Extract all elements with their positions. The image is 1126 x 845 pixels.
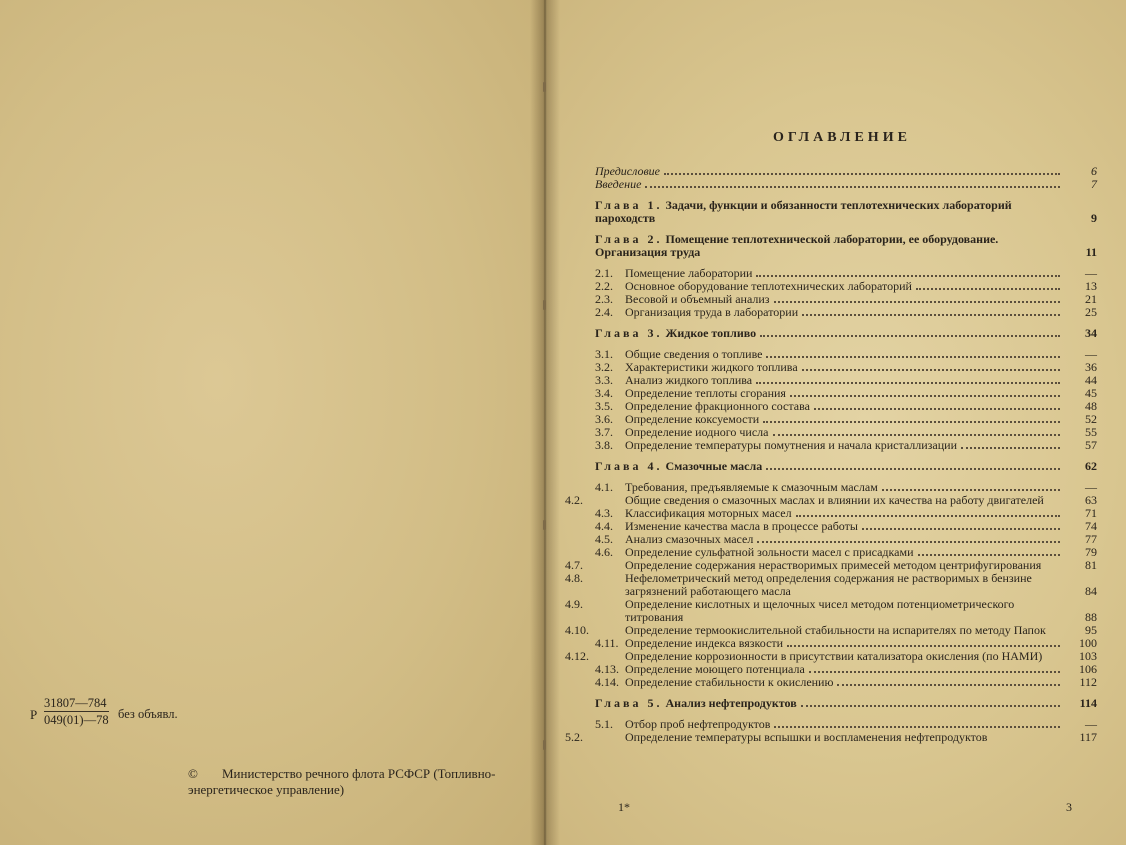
toc-section-number: 4.4. xyxy=(595,519,613,533)
toc-chapter-label: Глава 1. xyxy=(595,198,663,212)
toc-section-number: 3.5. xyxy=(595,399,613,413)
right-page xyxy=(545,0,1126,845)
toc-section-text xyxy=(565,597,1063,624)
toc-section-number: 3.4. xyxy=(595,386,613,400)
toc-section-title: Определение коксуемости xyxy=(625,412,760,426)
leader-dots xyxy=(916,287,1060,290)
leader-dots xyxy=(664,172,1060,175)
toc-page-number: 44 xyxy=(1085,373,1097,387)
toc-section-number: 5.1. xyxy=(595,717,613,731)
toc-chapter-label: Глава 3. xyxy=(595,326,663,340)
toc-chapter-label: Глава 2. xyxy=(595,232,663,246)
copyright-icon: © xyxy=(188,766,198,781)
leader-dots xyxy=(774,725,1060,728)
toc-section-text xyxy=(565,571,1063,598)
toc-section-title: Определение фракционного состава xyxy=(625,399,810,413)
toc-page-number: 48 xyxy=(1085,399,1097,413)
leader-dots xyxy=(790,394,1060,397)
toc-page-number: 6 xyxy=(1091,164,1097,178)
toc-section-number: 5.2. xyxy=(565,730,583,744)
toc-section-text xyxy=(595,439,957,452)
toc-section-title: Определение стабильности к окислению xyxy=(625,675,834,689)
leader-dots xyxy=(961,446,1060,449)
leader-dots xyxy=(756,381,1060,384)
toc-section-text xyxy=(565,730,1063,744)
toc-chapter-row xyxy=(595,697,1097,710)
toc-section-number: 4.1. xyxy=(595,480,613,494)
toc-chapter-title: Анализ нефтепродуктов xyxy=(665,696,797,710)
toc-page-number: 84 xyxy=(1085,584,1097,598)
toc-chapter-title: Помещение теплотехнической лаборатории, ее оборудование. Организация труда xyxy=(595,232,999,259)
toc-section-title: Отбор проб нефтепродуктов xyxy=(625,717,771,731)
signature-mark: 1* xyxy=(618,800,630,814)
toc-section-row xyxy=(595,439,1097,452)
toc-section-row xyxy=(595,306,1097,319)
leader-dots xyxy=(645,185,1060,188)
table-of-contents xyxy=(565,164,1097,744)
toc-section-title: Помещение лаборатории xyxy=(625,266,753,280)
toc-page-number: 106 xyxy=(1079,662,1097,676)
toc-section-title: Общие сведения о смазочных маслах и влиянии их качества на работу двигателей xyxy=(625,493,1044,507)
toc-section-title: Определение иодного числа xyxy=(625,425,769,439)
toc-page-number: 95 xyxy=(1085,623,1097,637)
toc-page-number: 13 xyxy=(1085,279,1097,293)
toc-section-number: 4.10. xyxy=(565,623,589,637)
toc-section-text xyxy=(595,676,833,689)
classification-fraction xyxy=(44,697,109,726)
leader-dots xyxy=(809,670,1060,673)
toc-title: ОГЛАВЛЕНИЕ xyxy=(773,130,911,145)
toc-section-number: 4.13. xyxy=(595,662,619,676)
toc-section-title: Организация труда в лаборатории xyxy=(625,305,799,319)
toc-section-number: 4.8. xyxy=(565,571,583,585)
leader-dots xyxy=(814,407,1060,410)
toc-section-number: 2.4. xyxy=(595,305,613,319)
toc-chapter-title: Смазочные масла xyxy=(665,459,763,473)
toc-section-number: 4.14. xyxy=(595,675,619,689)
toc-intro-title: Введение xyxy=(595,177,642,191)
toc-page-number: 114 xyxy=(1079,696,1097,710)
toc-page-number: 21 xyxy=(1085,292,1097,306)
toc-section-number: 3.7. xyxy=(595,425,613,439)
toc-section-title: Определение сульфатной зольности масел с присадками xyxy=(625,545,914,559)
leader-dots xyxy=(760,334,1060,337)
leader-dots xyxy=(756,274,1060,277)
toc-section-row xyxy=(595,676,1097,689)
toc-chapter-row xyxy=(595,199,1097,225)
leader-dots xyxy=(837,683,1060,686)
leader-dots xyxy=(801,704,1060,707)
toc-chapter-row xyxy=(595,460,1097,473)
toc-section-number: 4.12. xyxy=(565,649,589,663)
toc-section-title: Весовой и объемный анализ xyxy=(625,292,770,306)
toc-page-number: 45 xyxy=(1085,386,1097,400)
toc-section-title: Основное оборудование теплотехнических лабораторий xyxy=(625,279,912,293)
toc-page-number: 52 xyxy=(1085,412,1097,426)
classification-prefix: Р xyxy=(30,707,38,722)
toc-page-number: 112 xyxy=(1079,675,1097,689)
toc-page-number: 79 xyxy=(1085,545,1097,559)
toc-section-row xyxy=(565,730,1097,744)
leader-dots xyxy=(773,433,1061,436)
leader-dots xyxy=(796,514,1060,517)
toc-section-number: 4.11. xyxy=(595,636,619,650)
toc-section-number: 4.7. xyxy=(565,558,583,572)
toc-page-number: 34 xyxy=(1085,326,1097,340)
toc-section-title: Определение индекса вязкости xyxy=(625,636,784,650)
toc-chapter-text xyxy=(595,233,1063,259)
toc-section-title: Изменение качества масла в процессе работы xyxy=(625,519,858,533)
toc-page-number: 103 xyxy=(1079,649,1097,663)
toc-page-number: 57 xyxy=(1085,438,1097,452)
toc-section-number: 2.3. xyxy=(595,292,613,306)
toc-page-number: 9 xyxy=(1091,211,1097,225)
toc-section-row xyxy=(565,597,1097,624)
toc-page-number: 36 xyxy=(1085,360,1097,374)
binding-stitch xyxy=(543,300,546,310)
toc-section-number: 3.6. xyxy=(595,412,613,426)
leader-dots xyxy=(757,540,1060,543)
leader-dots xyxy=(766,355,1060,358)
toc-section-title: Определение коррозионности в присутствии катализатора окисления (по НАМИ) xyxy=(625,649,1043,663)
toc-section-title: Определение теплоты сгорания xyxy=(625,386,786,400)
leader-dots xyxy=(766,467,1060,470)
toc-section-title: Характеристики жидкого топлива xyxy=(625,360,798,374)
toc-page-number: 11 xyxy=(1085,245,1097,259)
toc-page-number: 71 xyxy=(1085,506,1097,520)
toc-section-number: 4.3. xyxy=(595,506,613,520)
toc-page-number: 7 xyxy=(1091,177,1097,191)
toc-chapter-label: Глава 5. xyxy=(595,696,663,710)
toc-intro-row xyxy=(595,165,1097,178)
toc-section-number: 2.2. xyxy=(595,279,613,293)
leader-dots xyxy=(918,553,1060,556)
toc-section-title: Определение содержания нерастворимых примесей методом центрифугирования xyxy=(625,558,1042,572)
toc-section-number: 3.1. xyxy=(595,347,613,361)
leader-dots xyxy=(763,420,1060,423)
toc-page-number: 55 xyxy=(1085,425,1097,439)
toc-section-title: Анализ смазочных масел xyxy=(625,532,754,546)
toc-section-row xyxy=(565,571,1097,598)
toc-chapter-row xyxy=(595,233,1097,259)
leader-dots xyxy=(787,644,1060,647)
leader-dots xyxy=(802,368,1060,371)
book-gutter xyxy=(530,0,560,845)
toc-section-title: Определение термоокислительной стабильности на испарителях по методу Папок xyxy=(625,623,1046,637)
toc-page-number: — xyxy=(1085,266,1097,280)
toc-section-title: Требования, предъявляемые к смазочным маслам xyxy=(625,480,878,494)
toc-section-title: Классификация моторных масел xyxy=(625,506,792,520)
page-number: 3 xyxy=(1066,800,1072,814)
classification-denominator: 049(01)—78 xyxy=(44,712,109,727)
toc-section-title: Определение моющего потенциала xyxy=(625,662,805,676)
toc-chapter-text xyxy=(595,460,762,473)
toc-page-number: 63 xyxy=(1085,493,1097,507)
left-page xyxy=(0,0,545,845)
binding-stitch xyxy=(543,520,546,530)
toc-intro-title: Предисловие xyxy=(595,164,661,178)
toc-page-number: 88 xyxy=(1085,610,1097,624)
toc-section-title: Определение температуры помутнения и начала кристаллизации xyxy=(625,438,957,452)
toc-section-title: Нефелометрический метод определения содержания не растворимых в бензине загрязнений работающего масла xyxy=(625,571,1032,598)
toc-section-number: 4.5. xyxy=(595,532,613,546)
toc-section-number: 3.8. xyxy=(595,438,613,452)
toc-chapter-text xyxy=(595,327,756,340)
toc-section-text xyxy=(595,306,798,319)
toc-section-number: 4.2. xyxy=(565,493,583,507)
leader-dots xyxy=(802,313,1060,316)
toc-intro-row xyxy=(595,178,1097,191)
toc-chapter-title: Задачи, функции и обязанности теплотехнических лабораторий пароходств xyxy=(595,198,1012,225)
toc-page-number: — xyxy=(1085,480,1097,494)
toc-chapter-label: Глава 4. xyxy=(595,459,663,473)
toc-page-number: 81 xyxy=(1085,558,1097,572)
toc-chapter-text xyxy=(595,697,797,710)
leader-dots xyxy=(882,488,1060,491)
toc-chapter-text xyxy=(595,199,1063,225)
toc-section-number: 3.3. xyxy=(595,373,613,387)
toc-section-number: 4.6. xyxy=(595,545,613,559)
toc-page-number: 25 xyxy=(1085,305,1097,319)
toc-section-title: Определение кислотных и щелочных чисел методом потенциометрического титрования xyxy=(625,597,1015,624)
copyright-text: Министерство речного флота РСФСР (Топливно-энергетическое управление) xyxy=(188,766,496,797)
copyright-notice xyxy=(188,766,518,798)
toc-page-number: 77 xyxy=(1085,532,1097,546)
toc-section-title: Общие сведения о топливе xyxy=(625,347,763,361)
toc-section-number: 3.2. xyxy=(595,360,613,374)
classification-note: без объявл. xyxy=(118,707,178,721)
toc-chapter-row xyxy=(595,327,1097,340)
toc-section-number: 4.9. xyxy=(565,597,583,611)
binding-stitch xyxy=(543,82,546,92)
toc-page-number: — xyxy=(1085,347,1097,361)
toc-page-number: — xyxy=(1085,717,1097,731)
toc-section-title: Анализ жидкого топлива xyxy=(625,373,753,387)
toc-page-number: 74 xyxy=(1085,519,1097,533)
classification-numerator: 31807—784 xyxy=(44,697,109,712)
binding-stitch xyxy=(543,740,546,750)
toc-section-number: 2.1. xyxy=(595,266,613,280)
toc-section-title: Определение температуры вспышки и воспламенения нефтепродуктов xyxy=(625,730,988,744)
toc-chapter-title: Жидкое топливо xyxy=(665,326,757,340)
leader-dots xyxy=(862,527,1060,530)
toc-page-number: 62 xyxy=(1085,459,1097,473)
toc-page-number: 100 xyxy=(1079,636,1097,650)
leader-dots xyxy=(774,300,1060,303)
toc-page-number: 117 xyxy=(1079,730,1097,744)
